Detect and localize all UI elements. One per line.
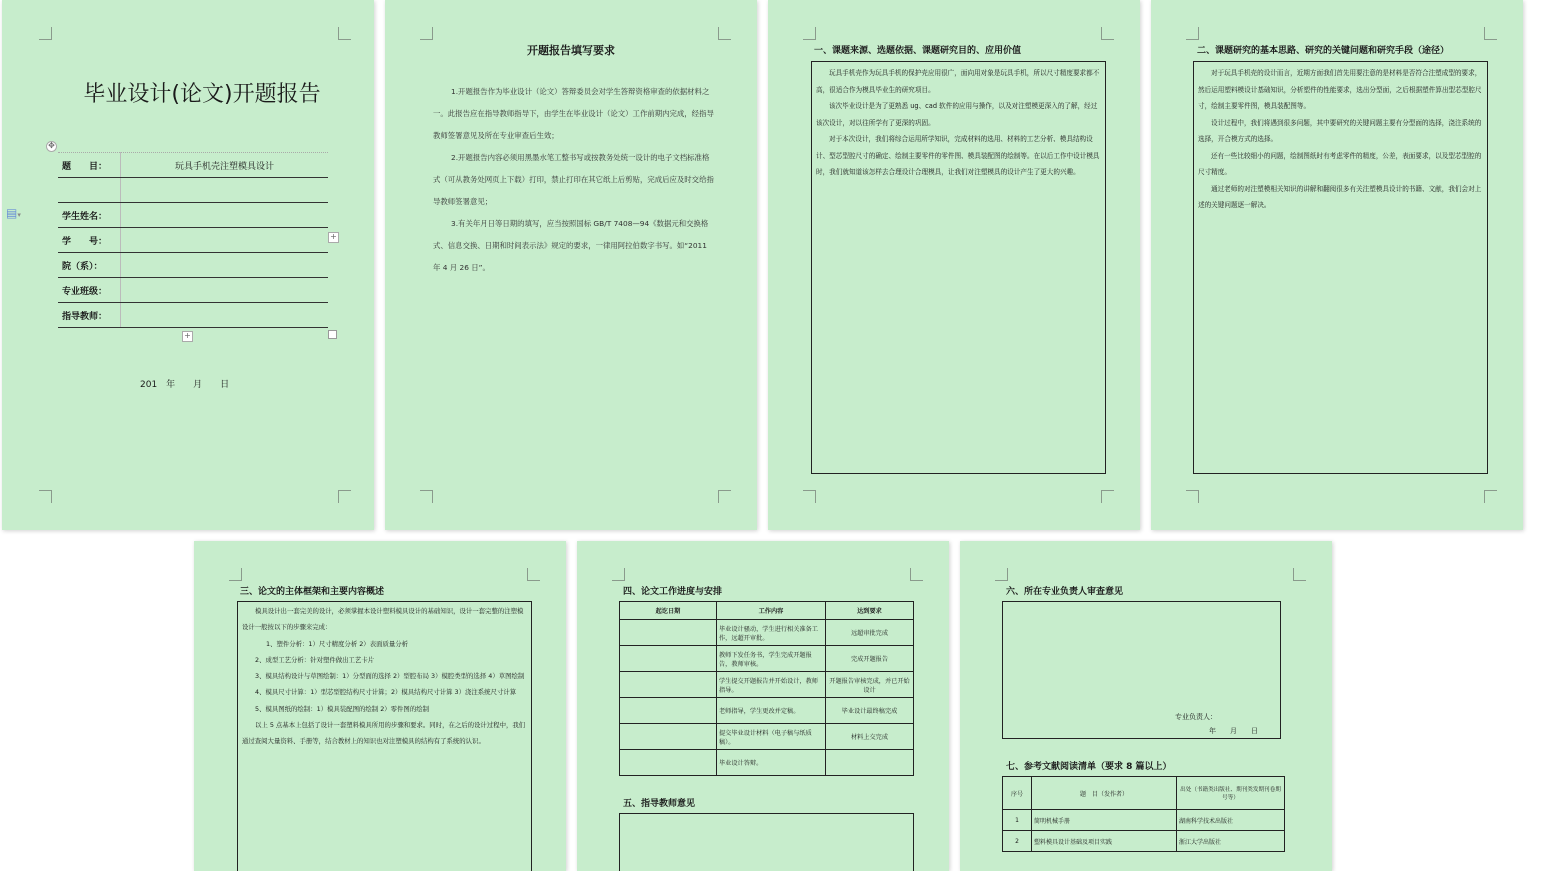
schedule-header-goal: 达到要求 <box>826 602 914 620</box>
requirements-body <box>433 81 715 279</box>
schedule-row <box>620 672 914 698</box>
section-2-paragraph: 通过老师的对注塑模相关知识的讲解和翻阅很多有关注塑模具设计的书籍、文献，我们会对上述的关键问题逐一解决。 <box>1198 184 1482 209</box>
cover-field-row <box>58 178 328 203</box>
section-2-box <box>1193 61 1488 474</box>
cover-field-row <box>58 153 328 178</box>
reference-row <box>1003 810 1285 831</box>
cover-title: 毕业设计(论文)开题报告 <box>83 82 321 107</box>
schedule-cell-goal: 开题报告审核完成，并已开始设计 <box>826 672 914 698</box>
section-3-line: 1、塑件分析：1）尺寸精度分析 2）表面质量分析 <box>266 639 409 648</box>
schedule-cell-work: 毕业设计骚动，学生进行相关准备工作，远超开审批。 <box>717 620 826 646</box>
section-3-line: 3、模具结构设计与草图绘制：1）分型面的选择 2）型腔布局 3）模腔类型的选择 4）草图绘制 <box>255 672 525 681</box>
reference-cell-title: 塑料模具设计基础及项目实践 <box>1032 831 1177 852</box>
section-3-line: 4、模具尺寸计算：1）型芯型腔结构尺寸计算；2）模具结构尺寸计算 3）浇注系统尺寸计算 <box>255 688 517 697</box>
cover-field-label: 专业班级： <box>58 278 121 303</box>
schedule-row <box>620 646 914 672</box>
cover-field-label: 指导教师： <box>58 303 121 328</box>
crop-mark <box>1101 490 1114 503</box>
cover-field-value[interactable] <box>121 253 329 278</box>
section-6-signer: 专业负责人： <box>1175 713 1217 721</box>
table-move-handle[interactable]: ✥ <box>46 141 57 152</box>
schedule-cell-work: 毕业设计答辩。 <box>717 750 826 776</box>
reference-table <box>1002 776 1285 852</box>
page-section-3 <box>194 541 566 871</box>
schedule-cell-goal: 远超审批完成 <box>826 620 914 646</box>
schedule-cell-date <box>620 672 717 698</box>
crop-mark <box>338 27 351 40</box>
table-resize-handle[interactable] <box>328 330 337 339</box>
section-1-box <box>811 61 1106 474</box>
cover-field-value[interactable] <box>121 228 329 253</box>
section-2-title: 二、课题研究的基本思路、研究的关键问题和研究手段（途径） <box>1197 46 1450 56</box>
cover-field-label <box>58 178 121 203</box>
crop-mark <box>910 568 923 581</box>
page-section-4-5 <box>577 541 949 871</box>
cover-field-row <box>58 278 328 303</box>
crop-mark <box>803 490 816 503</box>
schedule-header-date: 起讫日期 <box>620 602 717 620</box>
cover-field-row <box>58 303 328 328</box>
schedule-cell-date <box>620 646 717 672</box>
crop-mark <box>420 27 433 40</box>
requirement-paragraph: 2.开题报告内容必须用黑墨水笔工整书写或按教务处统一设计的电子文档标准格式（可从教务处网页上下载）打印，禁止打印在其它纸上后剪贴，完成后应及时交给指导教师签署意见； <box>433 153 714 206</box>
schedule-cell-date <box>620 620 717 646</box>
reference-row <box>1003 831 1285 852</box>
page-section-6-7 <box>960 541 1332 871</box>
page-section-1 <box>768 0 1140 530</box>
add-column-button[interactable]: + <box>328 232 339 243</box>
crop-mark <box>1186 27 1199 40</box>
section-6-date: 年 月 日 <box>1209 727 1258 735</box>
section-1-paragraph: 对于本次设计，我们将综合运用所学知识，完成材料的选用、材料的工艺分析、模具结构设计、型芯型腔尺寸的确定、绘制主要零件的零件图、模具装配图的绘制等。在以后工作中设计模具时，我们就知道该怎样去合理设计合理模具，让我们对注塑模具的设计产生了更大的兴趣。 <box>816 135 1100 176</box>
schedule-cell-goal <box>826 750 914 776</box>
reference-cell-source: 湖南科学技术出版社 <box>1177 810 1285 831</box>
page-cover <box>2 0 374 530</box>
schedule-cell-goal: 毕业设计最终稿完成 <box>826 698 914 724</box>
cover-field-label: 题 目： <box>58 153 121 178</box>
section-2-paragraph: 还有一些比较细小的问题，绘制图纸时有考虑零件的精度，公差，表面要求，以及型芯型腔的尺寸精度。 <box>1198 151 1482 176</box>
section-1-paragraph: 该次毕业设计是为了更熟悉 ug、cad 软件的应用与操作，以及对注塑模更深入的了解，经过该次设计，对以往所学有了更深的巩固。 <box>816 102 1098 127</box>
cover-field-row <box>58 203 328 228</box>
crop-mark <box>1484 27 1497 40</box>
crop-mark <box>1101 27 1114 40</box>
schedule-table <box>619 601 914 776</box>
schedule-cell-date <box>620 724 717 750</box>
cover-date: 201 年 月 日 <box>140 380 230 390</box>
schedule-row <box>620 724 914 750</box>
schedule-row <box>620 750 914 776</box>
section-3-box <box>237 601 532 871</box>
crop-mark <box>718 27 731 40</box>
page-requirements <box>385 0 757 530</box>
schedule-cell-work: 老师指导，学生更改并定稿。 <box>717 698 826 724</box>
reference-header-source: 出处（书籍类出版社、期刊类发期刊卷期号等） <box>1177 777 1285 810</box>
cover-info-table <box>58 152 328 328</box>
crop-mark <box>229 568 242 581</box>
cover-field-label: 学生姓名： <box>58 203 121 228</box>
reference-header-no: 序号 <box>1003 777 1032 810</box>
schedule-cell-date <box>620 698 717 724</box>
section-1-title: 一、课题来源、选题依据、课题研究目的、应用价值 <box>814 46 1022 56</box>
schedule-row <box>620 620 914 646</box>
schedule-cell-work: 提交毕业设计材料（电子稿与纸质稿）。 <box>717 724 826 750</box>
section-5-box <box>619 813 914 871</box>
doc-outline-icon[interactable]: ▤▾ <box>6 206 21 220</box>
reference-cell-no: 2 <box>1003 831 1032 852</box>
schedule-cell-work: 教师下发任务书，学生完成开题报告，教师审核。 <box>717 646 826 672</box>
section-7-title: 七、参考文献阅读清单（要求 8 篇以上） <box>1006 762 1172 772</box>
section-3-line: 模具设计出一套完美的设计，必须掌握本设计塑料模具设计的基础知识，设计一套完整的注塑模设计一般按以下的步骤来完成： <box>242 607 524 632</box>
crop-mark <box>718 490 731 503</box>
section-1-paragraph: 玩具手机壳作为玩具手机的保护壳应用很广，面向用对象是玩具手机，所以尺寸精度要求都不高，很适合作为模具毕业生的研究项目。 <box>816 69 1100 94</box>
section-6-box <box>1002 601 1281 739</box>
section-2-paragraph: 对于玩具手机壳的设计而言，近期方面我们首先用要注意的是材料是否符合注塑成型的要求，然后运用塑料模设计基础知识，分析塑件的性能要求，选出分型面，之后根据塑件算出型芯型腔尺寸，绘制主要零件图，模具装配图等。 <box>1198 69 1482 110</box>
reference-cell-title: 简明机械手册 <box>1032 810 1177 831</box>
cover-field-value[interactable]: 玩具手机壳注塑模具设计 <box>121 153 329 178</box>
crop-mark <box>1484 490 1497 503</box>
section-3-line: 2、成型工艺分析：针对塑件做出工艺卡片 <box>255 655 375 664</box>
add-row-button[interactable]: + <box>182 331 193 342</box>
section-6-title: 六、所在专业负责人审查意见 <box>1006 587 1124 597</box>
requirement-paragraph: 1.开题报告作为毕业设计（论文）答辩委员会对学生答辩资格审查的依据材料之一。此报告应在指导教师指导下，由学生在毕业设计（论文）工作前期内完成，经指导教师签署意见及所在专业审查后生效； <box>433 87 714 140</box>
cover-field-label: 学 号： <box>58 228 121 253</box>
crop-mark <box>995 568 1008 581</box>
page-section-2 <box>1151 0 1523 530</box>
crop-mark <box>527 568 540 581</box>
schedule-cell-work: 学生提交开题报告并开始设计，教师指导。 <box>717 672 826 698</box>
cover-field-row <box>58 253 328 278</box>
schedule-header-work: 工作内容 <box>717 602 826 620</box>
reference-header-title: 题 目（发作者） <box>1032 777 1177 810</box>
crop-mark <box>803 27 816 40</box>
cover-field-value[interactable] <box>121 178 329 203</box>
cover-field-value[interactable] <box>121 303 329 328</box>
requirements-title: 开题报告填写要求 <box>527 44 615 57</box>
crop-mark <box>1293 568 1306 581</box>
crop-mark <box>39 27 52 40</box>
section-3-line: 5、模具图纸的绘制：1）模具装配图的绘制 2）零件图的绘制 <box>255 704 429 713</box>
cover-field-value[interactable] <box>121 278 329 303</box>
cover-field-value[interactable] <box>121 203 329 228</box>
crop-mark <box>1186 490 1199 503</box>
section-4-title: 四、论文工作进度与安排 <box>623 587 723 597</box>
section-3-line: 以上 5 点基本上包括了设计一套塑料模具所用的步骤和要求。同时，在之后的设计过程中，我们通过查阅大量资料、手册等，结合教材上的知识也对注塑模具的结构有了系统的认识。 <box>242 721 526 746</box>
crop-mark <box>338 490 351 503</box>
cover-field-row <box>58 228 328 253</box>
reference-cell-no: 1 <box>1003 810 1032 831</box>
requirement-paragraph: 3.有关年月日等日期的填写，应当按照国标 GB/T 7408—94《数据元和交换格式、信息交换、日期和时间表示法》规定的要求，一律用阿拉伯数字书写。如“2011 年 4 月 26 日”。 <box>433 219 709 272</box>
crop-mark <box>612 568 625 581</box>
schedule-cell-goal: 完成开题报告 <box>826 646 914 672</box>
schedule-cell-date <box>620 750 717 776</box>
section-5-title: 五、指导教师意见 <box>623 799 696 809</box>
crop-mark <box>420 490 433 503</box>
schedule-row <box>620 698 914 724</box>
crop-mark <box>39 490 52 503</box>
section-3-title: 三、论文的主体框架和主要内容概述 <box>240 587 385 597</box>
schedule-cell-goal: 材料上交完成 <box>826 724 914 750</box>
section-2-paragraph: 设计过程中，我们将遇到很多问题，其中要研究的关键问题主要有分型面的选择，浇注系统的选择，开合模方式的选择。 <box>1198 118 1482 143</box>
reference-cell-source: 浙江大学出版社 <box>1177 831 1285 852</box>
cover-field-label: 院（系）： <box>58 253 121 278</box>
